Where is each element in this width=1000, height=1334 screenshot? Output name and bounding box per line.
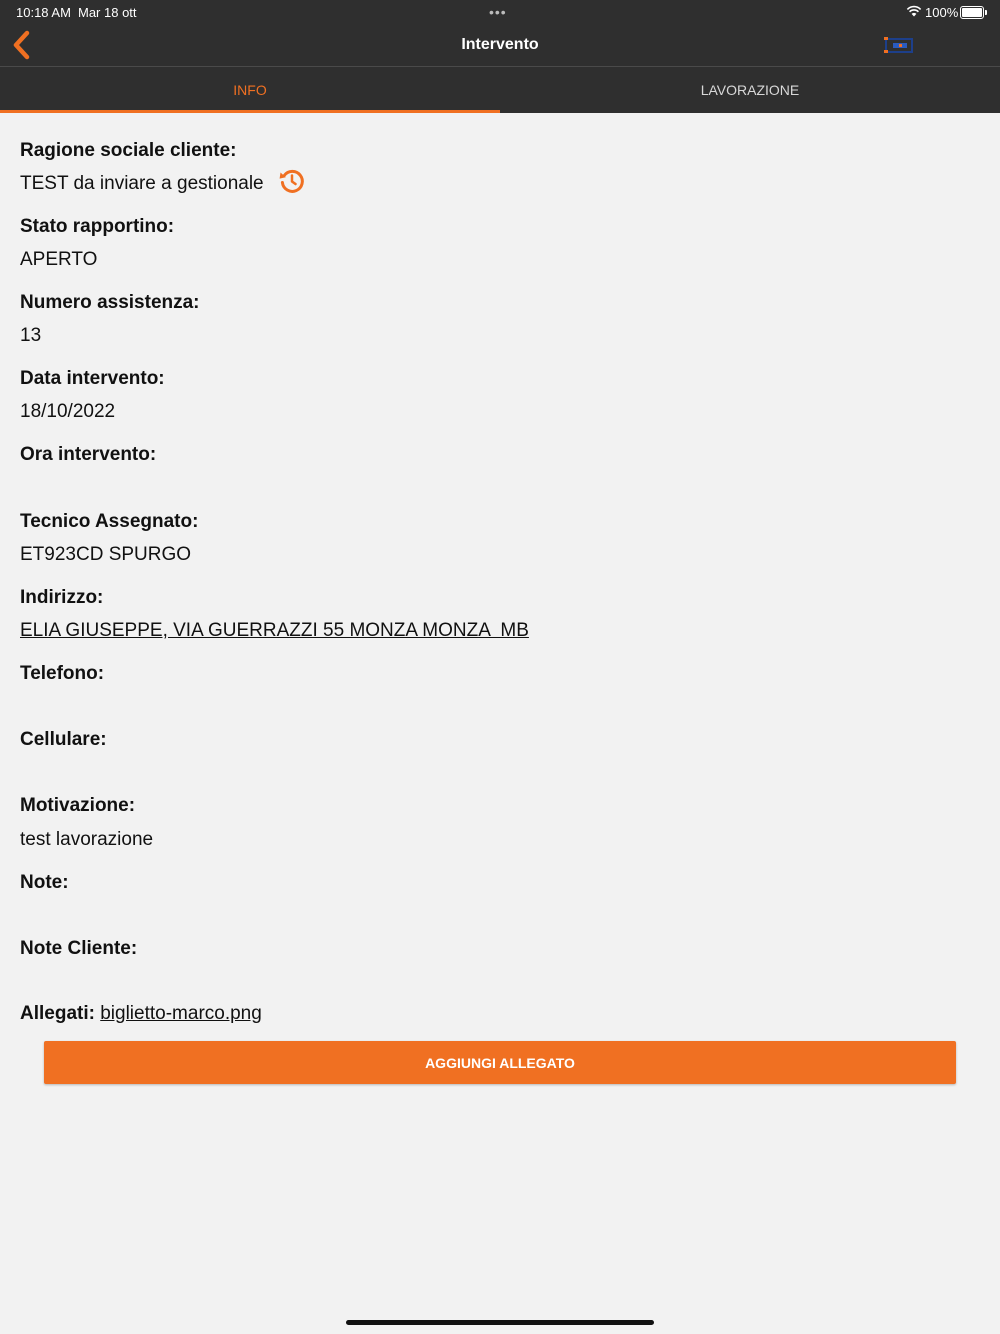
status-time: 10:18 AM xyxy=(16,5,71,20)
ora-label: Ora intervento: xyxy=(20,444,157,465)
status-date: Mar 18 ott xyxy=(78,5,137,20)
home-indicator[interactable] xyxy=(346,1320,654,1325)
app-logo-icon[interactable] xyxy=(884,33,916,57)
wifi-icon xyxy=(906,5,922,17)
numero-value: 13 xyxy=(20,325,42,346)
navigation-bar xyxy=(0,24,1000,66)
data-label: Data intervento: xyxy=(20,368,165,389)
ragione-sociale-label: Ragione sociale cliente: xyxy=(20,140,237,161)
history-icon[interactable] xyxy=(278,167,306,195)
indirizzo-link[interactable]: ELIA GIUSEPPE, VIA GUERRAZZI 55 MONZA MONZA MB xyxy=(20,620,529,641)
battery-percent: 100% xyxy=(925,5,959,20)
motivazione-value: test lavorazione xyxy=(20,829,154,850)
page-title: Intervento xyxy=(461,36,539,53)
motivazione-label: Motivazione: xyxy=(20,795,136,816)
tab-info[interactable] xyxy=(0,67,500,113)
ragione-sociale-value: TEST da inviare a gestionale xyxy=(20,173,264,194)
note-label: Note: xyxy=(20,872,69,893)
tab-bar xyxy=(0,67,1000,113)
status-bar xyxy=(0,0,1000,24)
allegato-file-link[interactable]: biglietto-marco.png xyxy=(100,1003,262,1024)
indirizzo-label: Indirizzo: xyxy=(20,587,104,608)
tab-active-indicator xyxy=(0,110,500,113)
cellulare-label: Cellulare: xyxy=(20,729,107,750)
data-value: 18/10/2022 xyxy=(20,401,116,422)
battery-icon xyxy=(960,6,984,19)
allegati-row xyxy=(20,1003,262,1025)
tecnico-label: Tecnico Assegnato: xyxy=(20,511,199,532)
stato-value: APERTO xyxy=(20,249,98,270)
top-bar xyxy=(0,0,1000,113)
tab-lavorazione-label: LAVORAZIONE xyxy=(700,82,800,98)
multitasking-dots[interactable]: ••• xyxy=(489,4,507,20)
telefono-label: Telefono: xyxy=(20,663,105,684)
note-cliente-label: Note Cliente: xyxy=(20,938,138,959)
tecnico-value: ET923CD SPURGO xyxy=(20,544,192,565)
stato-label: Stato rapportino: xyxy=(20,216,175,237)
tab-lavorazione[interactable] xyxy=(500,67,1000,113)
add-attachment-button[interactable]: AGGIUNGI ALLEGATO xyxy=(44,1041,956,1084)
numero-label: Numero assistenza: xyxy=(20,292,200,313)
allegati-label: Allegati: xyxy=(20,1003,95,1024)
tab-info-label: INFO xyxy=(233,82,267,98)
